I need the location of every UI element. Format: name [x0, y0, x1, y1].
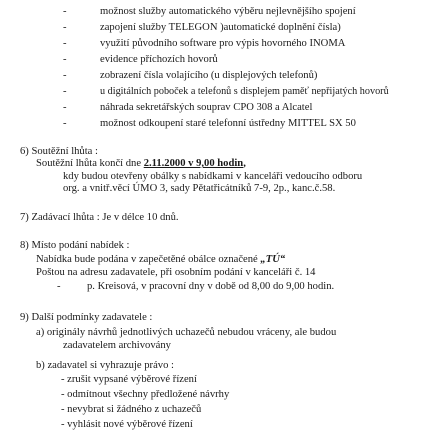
- condition-b-line: b) zadavatel si vyhrazuje právo :: [36, 360, 174, 371]
- reserved-right-item: - odmítnout všechny předložené návrhy: [61, 389, 230, 400]
- bullet-item: náhrada sekretářských souprav CPO 308 a Alcatel: [100, 102, 313, 113]
- bullet-marker: -: [63, 70, 67, 81]
- bullet-item: využití původního software pro výpis hovorného INOMA: [100, 38, 346, 49]
- deadline-detail-line: org. a vnitř.věcí ÚMO 3, sady Pětatřicátníků 7-9, 2p., kanc.č.58.: [63, 183, 336, 194]
- bullet-item: evidence příchozích hovorů: [100, 54, 218, 65]
- deadline-prefix: Soutěžní lhůta končí dne: [36, 158, 142, 169]
- section-heading: 6) Soutěžní lhůta :: [20, 146, 98, 157]
- bullet-marker: -: [57, 281, 61, 292]
- bullet-item: možnost odkoupení staré telefonní ústředny MITTEL SX 50: [100, 118, 356, 129]
- office-hours-line: p. Kreisová, v pracovní dny v době od 8,00 do 9,00 hodin.: [87, 281, 335, 292]
- bullet-item: možnost služby automatického výběru nejlevnějšího spojení: [100, 6, 356, 17]
- reserved-right-item: - nevybrat si žádného z uchazečů: [61, 404, 202, 415]
- deadline-date: 2.11.2000 v 9,00 hodin: [143, 158, 244, 169]
- bullet-marker: -: [63, 102, 67, 113]
- deadline-line: [36, 159, 246, 170]
- bullet-item: zapojení služby TELEGON )automatické doplnění čísla): [100, 22, 341, 33]
- bullet-marker: -: [63, 86, 67, 97]
- bullet-marker: -: [63, 54, 67, 65]
- post-address-line: Poštou na adresu zadavatele, při osobním podání v kanceláři č. 14: [36, 267, 316, 278]
- condition-a-line: zadavatelem archivovány: [63, 340, 171, 351]
- bullet-marker: -: [63, 22, 67, 33]
- bullet-marker: -: [63, 38, 67, 49]
- bullet-marker: -: [63, 118, 67, 129]
- envelope-line: [36, 255, 285, 266]
- bullet-marker: -: [63, 6, 67, 17]
- condition-a-line: a) originály návrhů jednotlivých uchazečů nebudou vráceny, ale budou: [36, 327, 337, 338]
- bullet-item: zobrazení čísla volajícího (u displejových telefonů): [100, 70, 318, 81]
- envelope-text: Nabídka bude podána v zapečetěné obálce označené: [36, 254, 258, 265]
- deadline-detail-line: kdy budou otevřeny obálky s nabídkami v kanceláři vedoucího odboru: [63, 171, 363, 182]
- deadline-comma: ,: [243, 158, 246, 169]
- reserved-right-item: - zrušit vypsané výběrové řízení: [61, 374, 197, 385]
- section-heading: 9) Další podmínky zadavatele :: [20, 312, 153, 323]
- section-heading: 8) Místo podání nabídek :: [20, 240, 130, 251]
- reserved-right-item: - vyhlásit nové výběrové řízení: [61, 419, 193, 430]
- section-heading: 7) Zadávací lhůta : Je v délce 10 dnů.: [20, 212, 179, 223]
- envelope-mark: „TÚ“: [260, 254, 286, 265]
- bullet-item: u digitálních poboček a telefonů s displejem paměť nepřijatých hovorů: [100, 86, 389, 97]
